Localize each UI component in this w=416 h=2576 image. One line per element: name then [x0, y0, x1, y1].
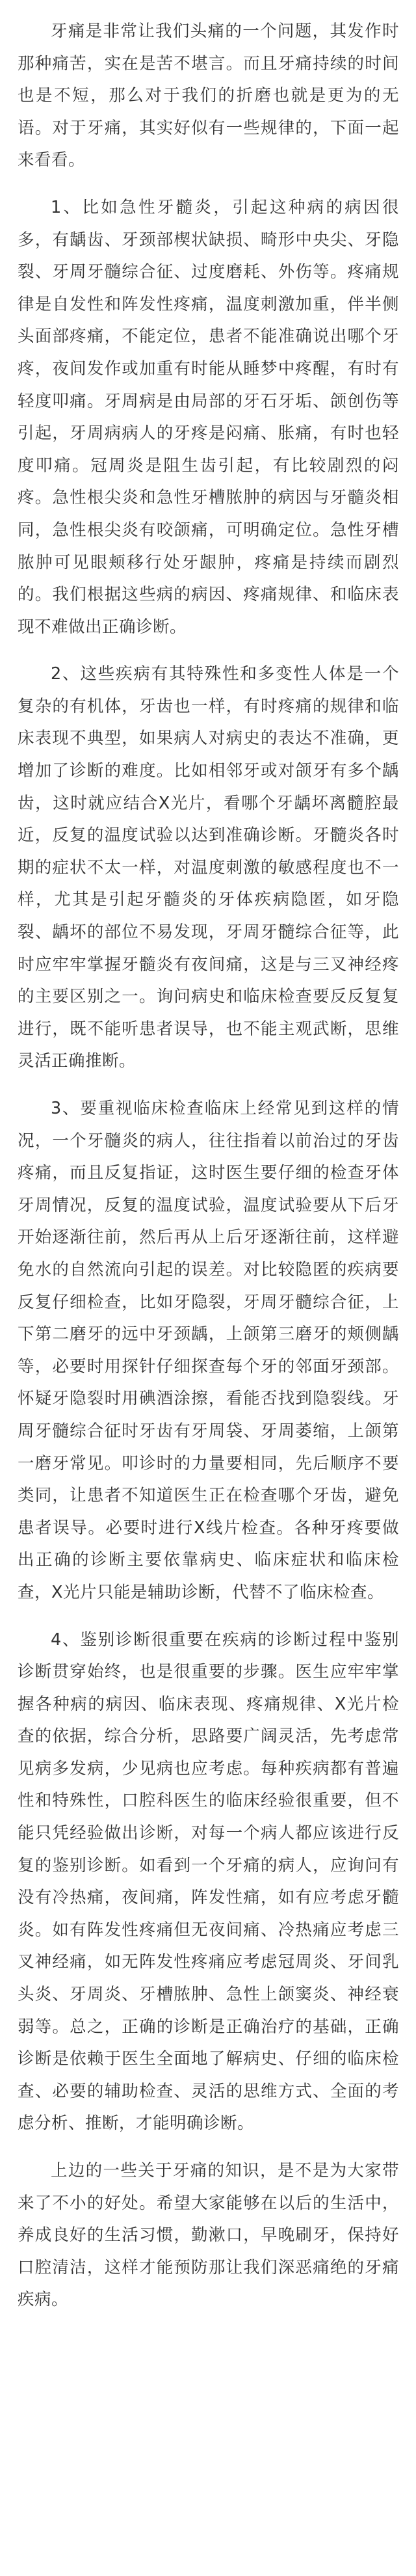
paragraph-section-4: 4、鉴别诊断很重要在疾病的诊断过程中鉴别诊断贯穿始终，也是很重要的步骤。医生应牢牢掌握各种病的病因、临床表现、疼痛规律、X光片检查的依据，综合分析，思路要广阔灵活，先考虑常见病多发病，少见病也应考虑。每种疾病都有普遍性和特殊性，口腔科医生的临床经验很重要，但不能只凭经验做出诊断，对每一个病人都应该进行反复的鉴别诊断。如看到一个牙痛的病人，应询问有没有冷热痛，夜间痛，阵发性痛，如有应考虑牙髓炎。如有阵发性疼痛但无夜间痛、冷热痛应考虑三叉神经痛，如无阵发性疼痛应考虑冠周炎、牙间乳头炎、牙周炎、牙槽脓肿、急性上颌窦炎、神经衰弱等。总之，正确的诊断是正确治疗的基础，正确诊断是依赖于医生全面地了解病史、仔细的临床检查、必要的辅助检查、灵活的思维方式、全面的考虑分析、推断，才能明确诊断。 [18, 1630, 399, 2134]
paragraph-conclusion: 上边的一些关于牙痛的知识，是不是为大家带来了不小的好处。希望大家能够在以后的生活中，养成良好的生活习惯，勤漱口，早晚刷牙，保持好口腔清洁，这样才能预防那让我们深恶痛绝的牙痛疾病。 [18, 2161, 399, 2310]
paragraph-section-2: 2、这些疾病有其特殊性和多变性人体是一个复杂的有机体，牙齿也一样，有时疼痛的规律和临床表现不典型，如果病人对病史的表达不准确，更增加了诊断的难度。比如相邻牙或对颌牙有多个龋齿，这时就应结合X光片，看哪个牙龋坏离髓腔最近，反复的温度试验以达到准确诊断。牙髓炎各时期的症状不太一样，对温度刺激的敏感程度也不一样，尤其是引起牙髓炎的牙体疾病隐匿，如牙隐裂、龋坏的部位不易发现，牙周牙髓综合征等，此时应牢牢掌握牙髓炎有夜间痛，这是与三叉神经疼的主要区别之一。询问病史和临床检查要反反复复进行，既不能听患者误导，也不能主观武断，思维灵活正确推断。 [18, 664, 399, 1071]
paragraph-section-1: 1、比如急性牙髓炎，引起这种病的病因很多，有龋齿、牙颈部楔状缺损、畸形中央尖、牙隐裂、牙周牙髓综合征、过度磨耗、外伤等。疼痛规律是自发性和阵发性疼痛，温度刺激加重，伴半侧头面部疼痛，不能定位，患者不能准确说出哪个牙疼，夜间发作或加重有时能从睡梦中疼醒，有时有轻度叩痛。牙周病是由局部的牙石牙垢、颌创伤等引起，牙周病病人的牙疼是闷痛、胀痛，有时也轻度叩痛。冠周炎是阻生齿引起，有比较剧烈的闷疼。急性根尖炎和急性牙槽脓肿的病因与牙髓炎相同，急性根尖炎有咬颌痛，可明确定位。急性牙槽脓肿可见眼颊移行处牙龈肿，疼痛是持续而剧烈的。我们根据这些病的病因、疼痛规律、和临床表现不难做出正确诊断。 [18, 197, 399, 637]
paragraph-intro: 牙痛是非常让我们头痛的一个问题，其发作时那种痛苦，实在是苦不堪言。而且牙痛持续的时间也是不短，那么对于我们的折磨也就是更为的无语。对于牙痛，其实好似有一些规律的，下面一起来看看。 [18, 21, 399, 170]
paragraph-section-3: 3、要重视临床检查临床上经常见到这样的情况，一个牙髓炎的病人，往往指着以前治过的牙齿疼痛，而且反复指证，这时医生要仔细的检查牙体牙周情况，反复的温度试验，温度试验要从下后牙开始逐渐往前，然后再从上后牙逐渐往前，这样避免水的自然流向引起的误差。对比较隐匿的疾病要反复仔细检查，比如牙隐裂，牙周牙髓综合征，上下第二磨牙的远中牙颈龋，上颌第三磨牙的颊侧龋等，必要时用探针仔细探查每个牙的邻面牙颈部。怀疑牙隐裂时用碘酒涂擦，看能否找到隐裂线。牙周牙髓综合征时牙齿有牙周袋、牙周萎缩，上颌第一磨牙常见。叩诊时的力量要相同，先后顺序不要类同，让患者不知道医生正在检查哪个牙齿，避免患者误导。必要时进行X线片检查。各种牙疼要做出正确的诊断主要依靠病史、临床症状和临床检查，X光片只能是辅助诊断，代替不了临床检查。 [18, 1099, 399, 1602]
